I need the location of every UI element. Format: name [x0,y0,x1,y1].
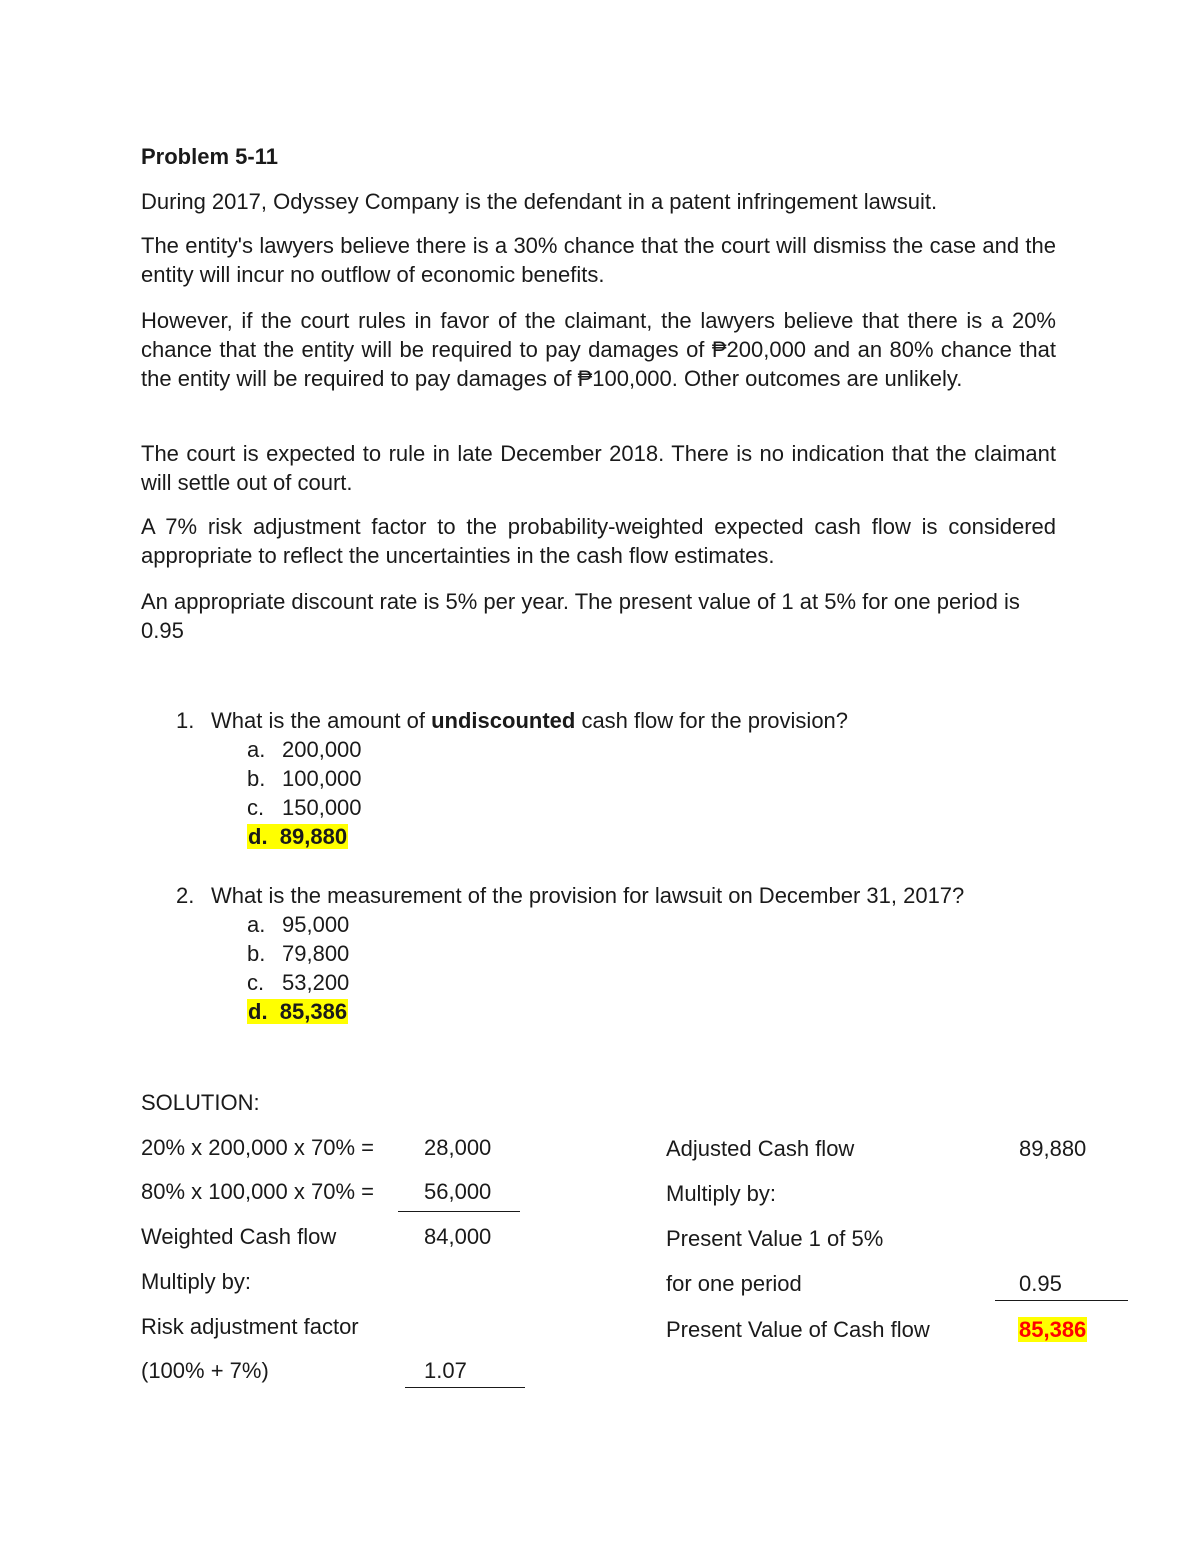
question-1-text [211,706,848,735]
problem-title: Problem 5-11 [141,144,278,169]
sol-left-row2-label: 80% x 100,000 x 70% = [141,1179,374,1204]
q2-option-b [247,939,349,968]
sol-left-row1-label: 20% x 200,000 x 70% = [141,1135,374,1160]
option-value: 53,200 [282,970,350,995]
option-label: c. [247,970,265,995]
q2-option-d-answer [247,997,348,1026]
option-label: a. [247,737,266,762]
option-value: 85,386 [279,999,348,1024]
paragraph-2: The entity's lawyers believe there is a 30% chance that the court will dismiss the case and the entity will incur no outflow of economic benefits. [141,233,1056,287]
answer-highlight [247,999,348,1024]
sol-right-row3-label: Present Value 1 of 5% [666,1226,884,1251]
sol-right-row4-value: 0.95 [1019,1271,1062,1296]
option-label: d. [248,999,268,1024]
sol-left-row4-label: Multiply by: [141,1269,252,1294]
question-1-text-bold: undiscounted [431,708,576,733]
sol-right-row5-value-wrap [1018,1315,1087,1344]
sum-rule-3 [995,1300,1128,1301]
paragraph-3: However, if the court rules in favor of the claimant, the lawyers believe that there is a 20% chance that the entity will be required to pay damages of ₱200,000 and an 80% chance that the entity will be required to pay damages of ₱100,000. Other outcomes are unlikely. [141,308,1056,391]
option-label: d. [248,824,268,849]
paragraph-1: During 2017, Odyssey Company is the defendant in a patent infringement lawsuit. [141,189,938,214]
q2-option-c [247,968,349,997]
option-label: b. [247,941,266,966]
sol-left-row3-label: Weighted Cash flow [141,1224,337,1249]
paragraph-6: An appropriate discount rate is 5% per year. The present value of 1 at 5% for one period is 0.95 [141,589,1020,643]
question-2-text: What is the measurement of the provision for lawsuit on December 31, 2017? [211,883,965,908]
sol-left-row6-label: (100% + 7%) [141,1358,269,1383]
sol-left-row1-value: 28,000 [424,1135,492,1160]
sol-right-row5-label: Present Value of Cash flow [666,1317,930,1342]
q2-option-a [247,910,349,939]
answer-highlight [247,824,348,849]
question-1-text-before: What is the amount of [211,708,432,733]
option-value: 200,000 [282,737,362,762]
option-value: 100,000 [282,766,362,791]
question-1-number: 1. [176,708,195,733]
option-value: 95,000 [282,912,350,937]
sol-left-row6-value: 1.07 [424,1358,467,1383]
final-answer-highlight: 85,386 [1019,1317,1087,1342]
option-label: c. [247,795,265,820]
sum-rule-1 [398,1211,520,1212]
sol-right-row1-label: Adjusted Cash flow [666,1136,855,1161]
sol-right-row4-label: for one period [666,1271,802,1296]
q1-option-a [247,735,362,764]
question-2-number: 2. [176,883,195,908]
paragraph-5: A 7% risk adjustment factor to the probability-weighted expected cash flow is considered appropriate to reflect the uncertainties in the cash flow estimates. [141,514,1056,568]
paragraph-4: The court is expected to rule in late December 2018. There is no indication that the claimant will settle out of court. [141,441,1056,495]
sol-right-row2-label: Multiply by: [666,1181,777,1206]
sol-left-row3-value: 84,000 [424,1224,492,1249]
option-value: 150,000 [282,795,362,820]
sol-right-row1-value: 89,880 [1019,1136,1087,1161]
sum-rule-2 [405,1387,525,1388]
solution-heading: SOLUTION: [141,1090,260,1115]
q1-option-c [247,793,362,822]
option-value: 79,800 [282,941,350,966]
option-label: b. [247,766,266,791]
option-label: a. [247,912,266,937]
sol-left-row5-label: Risk adjustment factor [141,1314,359,1339]
q1-option-d-answer [247,822,348,851]
sol-left-row2-value: 56,000 [424,1179,492,1204]
q1-option-b [247,764,362,793]
option-value: 89,880 [279,824,348,849]
question-1-text-after: cash flow for the provision? [575,708,849,733]
